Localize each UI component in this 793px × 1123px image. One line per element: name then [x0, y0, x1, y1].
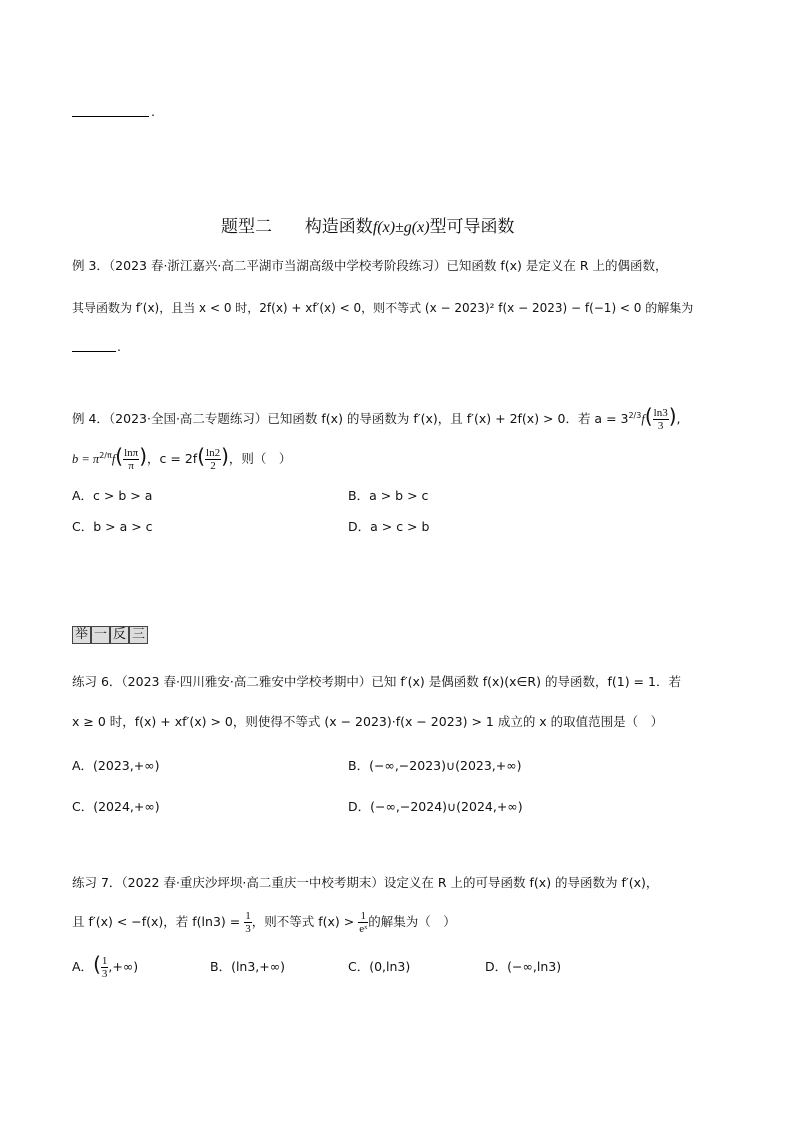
tag-char-4: 三: [129, 626, 148, 644]
pr7-option-d: D．(−∞,ln3): [485, 959, 562, 974]
tag-char-1: 举: [72, 626, 91, 644]
pr7-option-c: C．(0,ln3): [348, 959, 411, 974]
ex3-line1: 例 3．（2023 春·浙江嘉兴·高二平湖市当湖高级中学校考阶段练习）已知函数 f(x) 是定义在 R 上的偶函数，: [72, 258, 668, 273]
heading-suffix: 型可导函数: [429, 217, 515, 237]
ex3-line2: 其导函数为 f′(x)，且当 x < 0 时，2f(x) + xf′(x) < 0，则不等式 (x − 2023)² f(x − 2023) − f(−1) < 0 的解集为: [72, 301, 694, 315]
heading-prefix: 题型二: [221, 217, 272, 237]
pr6-line1: 练习 6．（2023 春·四川雅安·高二雅安中学校考期中）已知 f′(x) 是偶函数 f(x)(x∈R) 的导函数，f(1) = 1．若: [72, 674, 681, 689]
ex4-a-frac: $\frac{\ln 3}{3}$: [653, 407, 668, 432]
pr6-line2: x ≥ 0 时，f(x) + xf′(x) > 0，则使得不等式 (x − 2023)·f(x − 2023) > 1 成立的 x 的取值范围是（ ）: [72, 714, 664, 729]
ex3-line3: .: [117, 339, 121, 354]
pr7-line2: 且 f′(x) < −f(x)，若 f(ln3) = $\frac{1}{3}$ ，则不等式 f(x) > $\frac{1}{\text{eˣ}}$ 的解集为（ ）: [72, 910, 456, 935]
ex4-option-c: C．b > a > c: [72, 519, 153, 534]
ex4-b-exp: 2/π: [99, 450, 112, 460]
pr6-option-c: C．(2024,+∞): [72, 799, 160, 814]
pr7-option-b: B．(ln3,+∞): [210, 959, 286, 974]
pr7-option-a: A．( $\frac{1}{3}$ ,+∞): [72, 952, 139, 980]
heading-math: f(x)±g(x): [372, 219, 430, 236]
period: .: [151, 104, 155, 119]
ex4-option-b: B．a > b > c: [348, 488, 429, 503]
tag-char-2: 一: [91, 626, 110, 644]
pr7-line1: 练习 7．（2022 春·重庆沙坪坝·高二重庆一中校考期末）设定义在 R 上的可导函数 f(x) 的导函数为 f′(x)，: [72, 875, 659, 890]
pr7-option-a-frac: $\frac{1}{3}$: [101, 955, 108, 980]
ex4-a-exp: 2/3: [628, 410, 642, 420]
pr7-frac-one-over-ex: $\frac{1}{\text{eˣ}}$: [359, 910, 368, 935]
ex4-option-d: D．a > c > b: [348, 519, 430, 534]
answer-blank-top: [72, 116, 149, 117]
ex4-line1: 例 4．（2023·全国·高二专题练习）已知函数 f(x) 的导函数为 f′(x)，且 f′(x) + 2f(x) > 0．若 $a = 3^{2/3}f$( $\frac{\ln 3}{3}$ ),: [72, 404, 681, 432]
heading-middle: 构造函数: [304, 217, 373, 237]
practice-tag: [72, 626, 148, 644]
pr6-option-b: B．(−∞,−2023)∪(2023,+∞): [348, 758, 522, 773]
tag-char-3: 反: [110, 626, 129, 644]
ex4-option-a: A．c > b > a: [72, 488, 153, 503]
ex4-line1-text: 例 4．（2023·全国·高二专题练习）已知函数 f(x) 的导函数为 f′(x)，且 f′(x) + 2f(x) > 0．若 a = 3: [72, 411, 629, 426]
ex3-answer-blank: [72, 351, 116, 352]
ex4-line2: $b = \pi^{2/\pi}f$( $\frac{\ln\pi}{\pi}$ )，c = 2f( $\frac{\ln 2}{2}$ )，则（ ）: [72, 444, 292, 472]
ex4-c-frac: $\frac{\ln 2}{2}$: [206, 447, 221, 472]
section-heading: [221, 212, 515, 237]
pr6-option-a: A．(2023,+∞): [72, 758, 160, 773]
pr7-frac-one-third: $\frac{1}{3}$: [245, 910, 251, 935]
ex4-b-frac: $\frac{\ln\pi}{\pi}$: [124, 447, 139, 472]
pr6-option-d: D．(−∞,−2024)∪(2024,+∞): [348, 799, 523, 814]
